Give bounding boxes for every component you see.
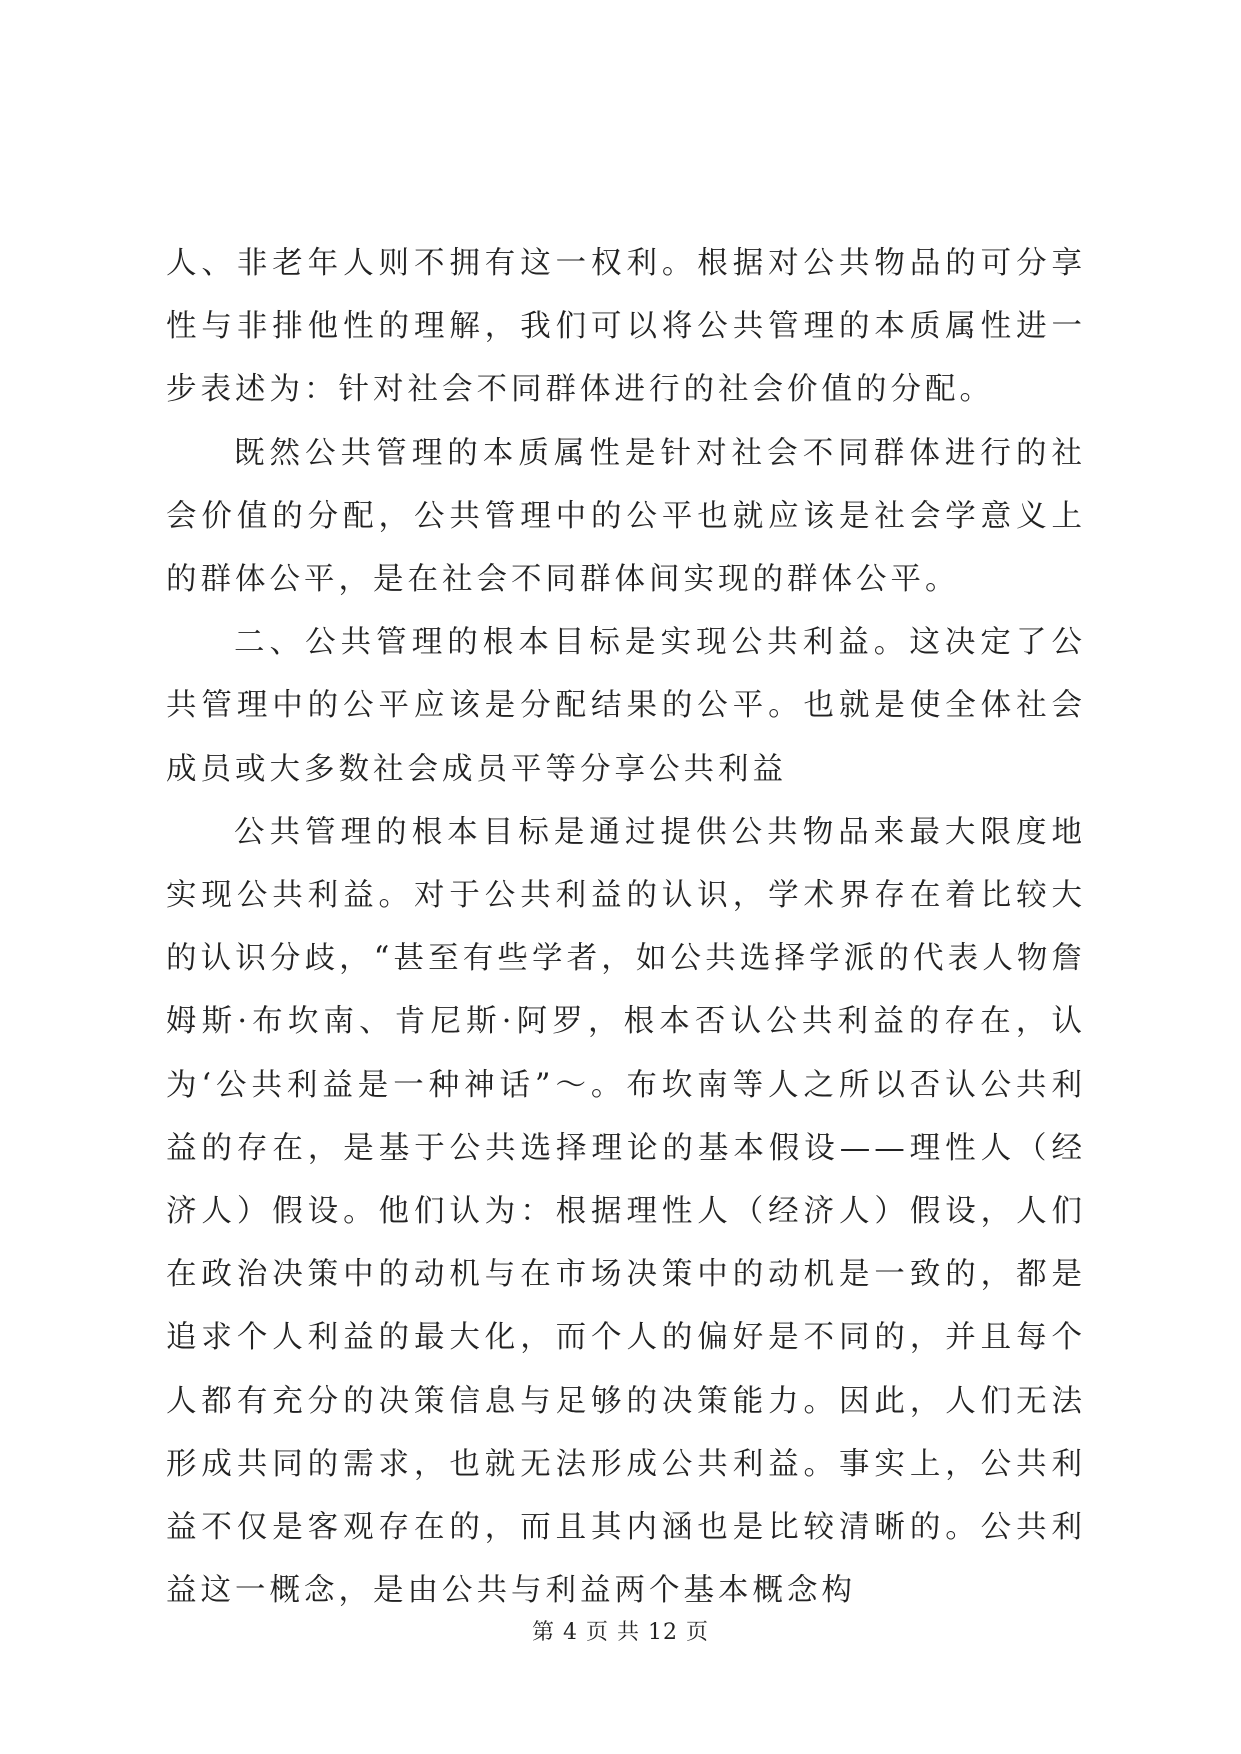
paragraph-1: 人、非老年人则不拥有这一权利。根据对公共物品的可分享性与非排他性的理解，我们可以将公共管理的本质属性进一步表述为：针对社会不同群体进行的社会价值的分配。 <box>166 246 1086 408</box>
paragraph-3: 二、公共管理的根本目标是实现公共利益。这决定了公共管理中的公平应该是分配结果的公平。也就是使全体社会成员或大多数社会成员平等分享公共利益 <box>166 625 1086 787</box>
body-text <box>166 232 1086 1622</box>
page-number-footer: 第 4 页 共 12 页 <box>532 1620 709 1645</box>
paragraph-2: 既然公共管理的本质属性是针对社会不同群体进行的社会价值的分配，公共管理中的公平也就应该是社会学意义上的群体公平，是在社会不同群体间实现的群体公平。 <box>166 435 1086 598</box>
paragraph-4: 公共管理的根本目标是通过提供公共物品来最大限度地实现公共利益。对于公共利益的认识，学术界存在着比较大的认识分歧，“甚至有些学者，如公共选择学派的代表人物詹姆斯·布坎南、肯尼斯·阿罗，根本否认公共利益的存在，认为‘公共利益是一种神话”～。布坎南等人之所以否认公共利益的存在，是基于公共选择理论的基本假设——理性人（经济人）假设。他们认为：根据理性人（经济人）假设，人们在政治决策中的动机与在市场决策中的动机是一致的，都是追求个人利益的最大化，而个人的偏好是不同的，并且每个人都有充分的决策信息与足够的决策能力。因此，人们无法形成共同的需求，也就无法形成公共利益。事实上，公共利益不仅是客观存在的，而且其内涵也是比较清晰的。公共利益这一概念，是由公共与利益两个基本概念构 <box>166 814 1086 1609</box>
